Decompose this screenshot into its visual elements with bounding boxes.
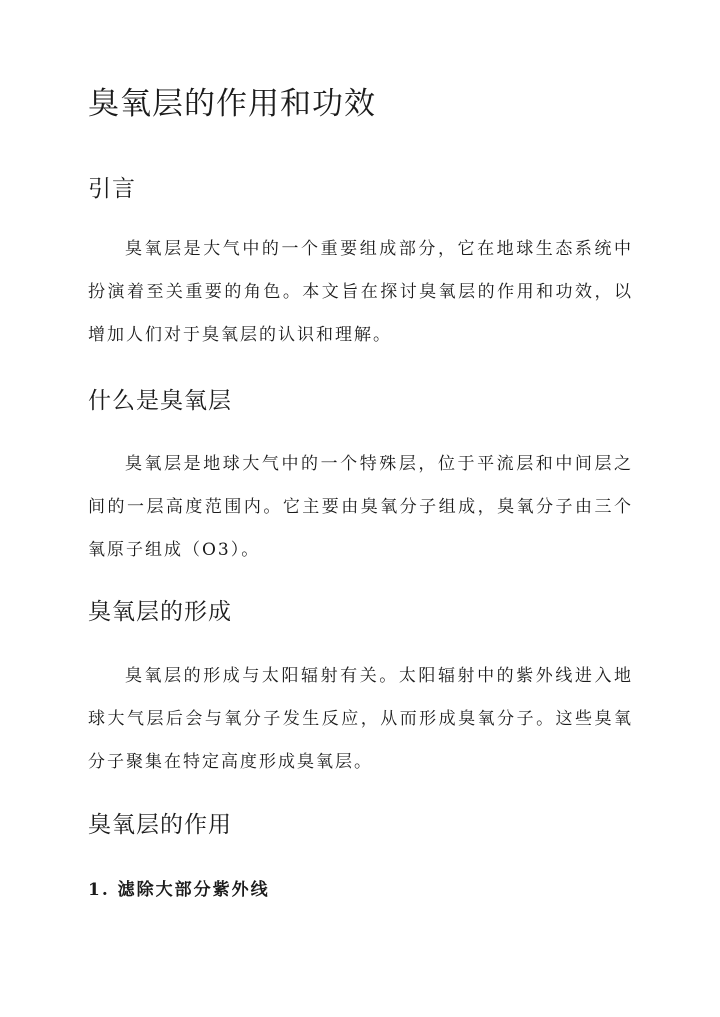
section-heading-formation: 臭氧层的形成 [88, 599, 232, 625]
section-heading-role: 臭氧层的作用 [88, 812, 232, 838]
introduction-paragraph: 臭氧层是大气中的一个重要组成部分，它在地球生态系统中扮演着至关重要的角色。本文旨在探讨臭氧层的作用和功效，以增加人们对于臭氧层的认识和理解。 [88, 239, 633, 345]
section-heading-introduction: 引言 [88, 176, 136, 202]
section-heading-what-is-ozone-layer: 什么是臭氧层 [88, 388, 232, 414]
document-title: 臭氧层的作用和功效 [88, 86, 376, 122]
formation-paragraph: 臭氧层的形成与太阳辐射有关。太阳辐射中的紫外线进入地球大气层后会与氧分子发生反应，从而形成臭氧分子。这些臭氧分子聚集在特定高度形成臭氧层。 [88, 666, 633, 772]
subheading-filter-uv: 1. 滤除大部分紫外线 [88, 880, 270, 900]
what-is-ozone-layer-paragraph: 臭氧层是地球大气中的一个特殊层，位于平流层和中间层之间的一层高度范围内。它主要由臭氧分子组成，臭氧分子由三个氧原子组成（O3）。 [88, 454, 633, 560]
